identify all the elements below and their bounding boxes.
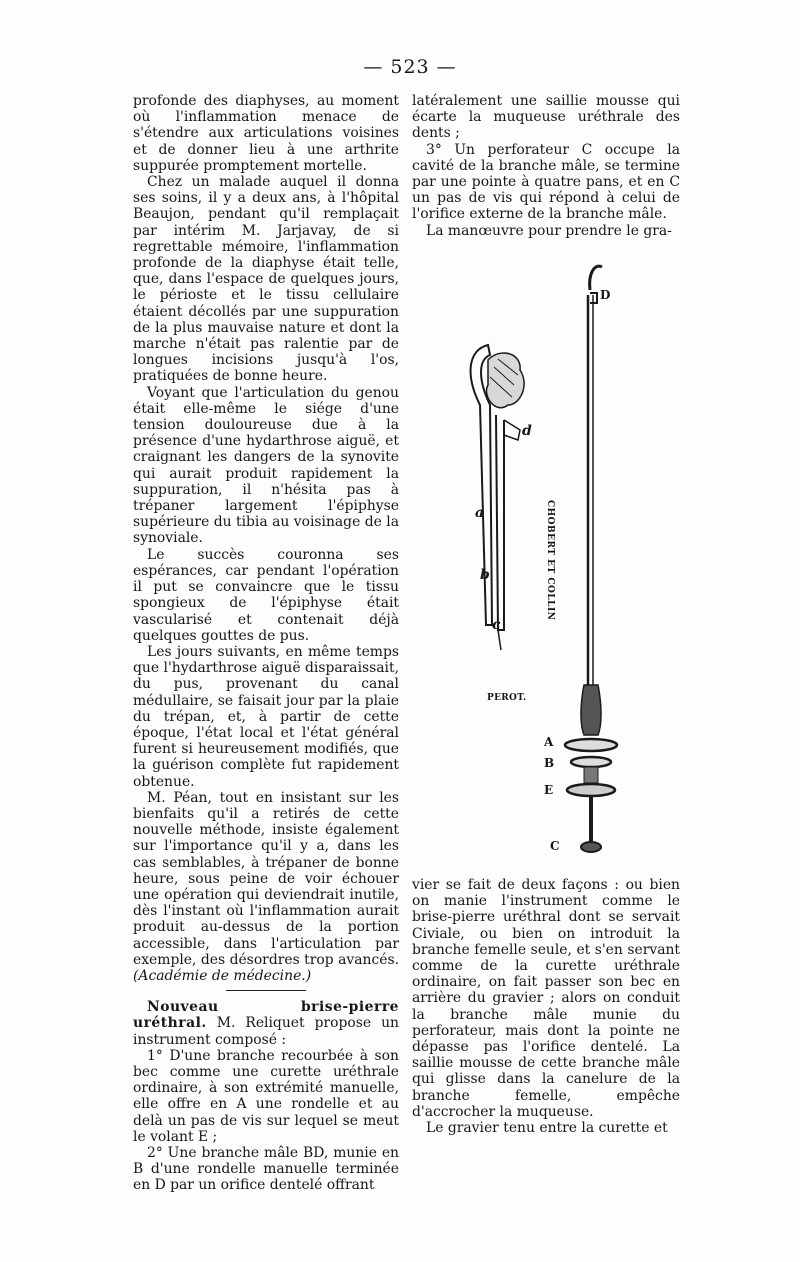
forceps-detail [471, 345, 525, 650]
engraver-credit: CHOBERT ET COLLIN [545, 500, 555, 621]
instrument-wheel-e [567, 784, 615, 796]
figure-label-a: a [475, 505, 485, 521]
instrument-ring-b [571, 757, 611, 767]
heading-text: M. Reliquet propose un instrument composé : [133, 1015, 399, 1048]
instrument-knob-c [581, 842, 601, 852]
paragraph: latéralement une saillie mousse qui écarte la muqueuse uréthrale des dents ; [412, 93, 680, 142]
paragraph: Le succès couronna ses espérances, car pendant l'opération il put se convaincre que le tissu spongieux de l'épiphyse était vascularisé et contenait déjà quelques gouttes de pus. [133, 546, 399, 644]
instrument-handle [581, 685, 601, 735]
paragraph: La manœuvre pour prendre le gra- [426, 222, 672, 239]
list-item: 3° Un perforateur C occupe la cavité de la branche mâle, se termine par une pointe à quatre pans, et en C un pas de vis qui répond à celui de l'orifice externe de la branche mâle. [412, 141, 680, 223]
figure-caption-C: C [550, 839, 560, 853]
right-column-bottom [412, 877, 680, 1136]
paragraph: vier se fait de deux façons : ou bien on manie l'instrument comme le brise-pierre uréthral dont se servait Civiale, ou bien on introduit la branche femelle seule, et s'en servant comme de la curette uréthrale ordinaire, on fait passer son bec en arrière du gravier ; alors on conduit la branche mâle munie du perforateur, mais dont la pointe ne dépasse pas l'orifice dentelé. La saillie mousse de cette branche mâle qui glisse dans la canelure de la branche femelle, empêche d'accrocher la muqueuse. [412, 877, 680, 1120]
list-item: 1° D'une branche recourbée à son bec comme une curette uréthrale ordinaire, à son extrémité manuelle, elle offre en A une rondelle et au delà un pas de vis sur lequel se meut le volant E ; [133, 1047, 399, 1145]
page-number: — 523 — [363, 56, 457, 78]
section-heading: Nouveau brise-pierre uréthral. [133, 999, 399, 1032]
list-item: 2° Une branche mâle BD, munie en B d'une rondelle manuelle terminée en D par un orifice dentelé offrant [133, 1145, 399, 1194]
detail-tip [498, 630, 501, 650]
detail-stone [486, 353, 524, 408]
instrument-ring-a [565, 739, 617, 751]
figure-label-b: b [480, 567, 490, 583]
engraver-signature: PEROT. [487, 693, 527, 703]
paragraph: Le gravier tenu entre la curette et [426, 1120, 668, 1137]
figure-label-d: d [522, 423, 532, 439]
section-divider [226, 990, 306, 991]
paragraph: Chez un malade auquel il donna ses soins, il y a deux ans, à l'hôpital Beaujon, pendant qu'il remplaçait par intérim M. Jarjavay, de si regrettable mémoire, l'inflammation profonde de la diaphyse était telle, que, dans l'espace de quelques jours, le périoste et le tissu cellulaire étaient décollés par une suppuration de la plus mauvaise nature et dont la marche n'était pas ralentie par de longues incisions jusqu'à l'os, pratiquées de bonne heure. [133, 174, 399, 385]
section-heading-paragraph [133, 999, 399, 1048]
paragraph-text: M. Péan, tout en insistant sur les bienfaits qu'il a retirés de cette nouvelle méthode, insiste également sur l'importance qu'il y a, dans les cas semblables, à trépaner de bonne heure, sous peine de voir échouer une opération qui deviendrait inutile, dès l'instant où l'inflammation aurait produit au-dessus de la portion accessible, dans l'articulation par exemple, des désordres trop avancés. [133, 789, 399, 968]
detail-inner-shaft [496, 415, 504, 630]
figure-caption-A: A [544, 735, 554, 749]
figure-caption-E: E [544, 783, 554, 797]
citation: (Académie de médecine.) [133, 967, 312, 984]
figure-caption-D: D [600, 288, 611, 302]
figure-caption-B: B [544, 756, 555, 770]
right-column-top [412, 93, 680, 239]
paragraph: Voyant que l'articulation du genou était elle-même le siége d'une tension douloureuse due à la présence d'une hydarthrose aiguë, et craignant les dangers de la synovite qui aurait produit rapidement la suppuration, il n'hésita pas à trépaner largement l'épiphyse supérieure du tibia au voisinage de la synoviale. [133, 384, 399, 547]
paragraph: Les jours suivants, en même temps que l'hydarthrose aiguë disparaissait, du pus, provenant du canal médullaire, se faisait jour par la plaie du trépan, et, à partir de cette époque, l'état local et l'état général furent si heureusement modifiés, que la guérison complète fut rapidement obtenue. [133, 643, 399, 790]
instrument-hook [590, 266, 602, 290]
left-column [133, 93, 399, 1194]
figure-label-c: c [492, 617, 501, 633]
instrument-figure [460, 255, 680, 865]
detail-jaw [504, 420, 520, 440]
instrument-illustration [460, 255, 680, 865]
paragraph: profonde des diaphyses, au moment où l'inflammation menace de s'étendre aux articulations voisines et de donner lieu à une arthrite suppurée promptement mortelle. [133, 93, 399, 174]
paragraph [133, 790, 399, 984]
instrument-screw [584, 767, 598, 783]
main-instrument [565, 266, 617, 852]
